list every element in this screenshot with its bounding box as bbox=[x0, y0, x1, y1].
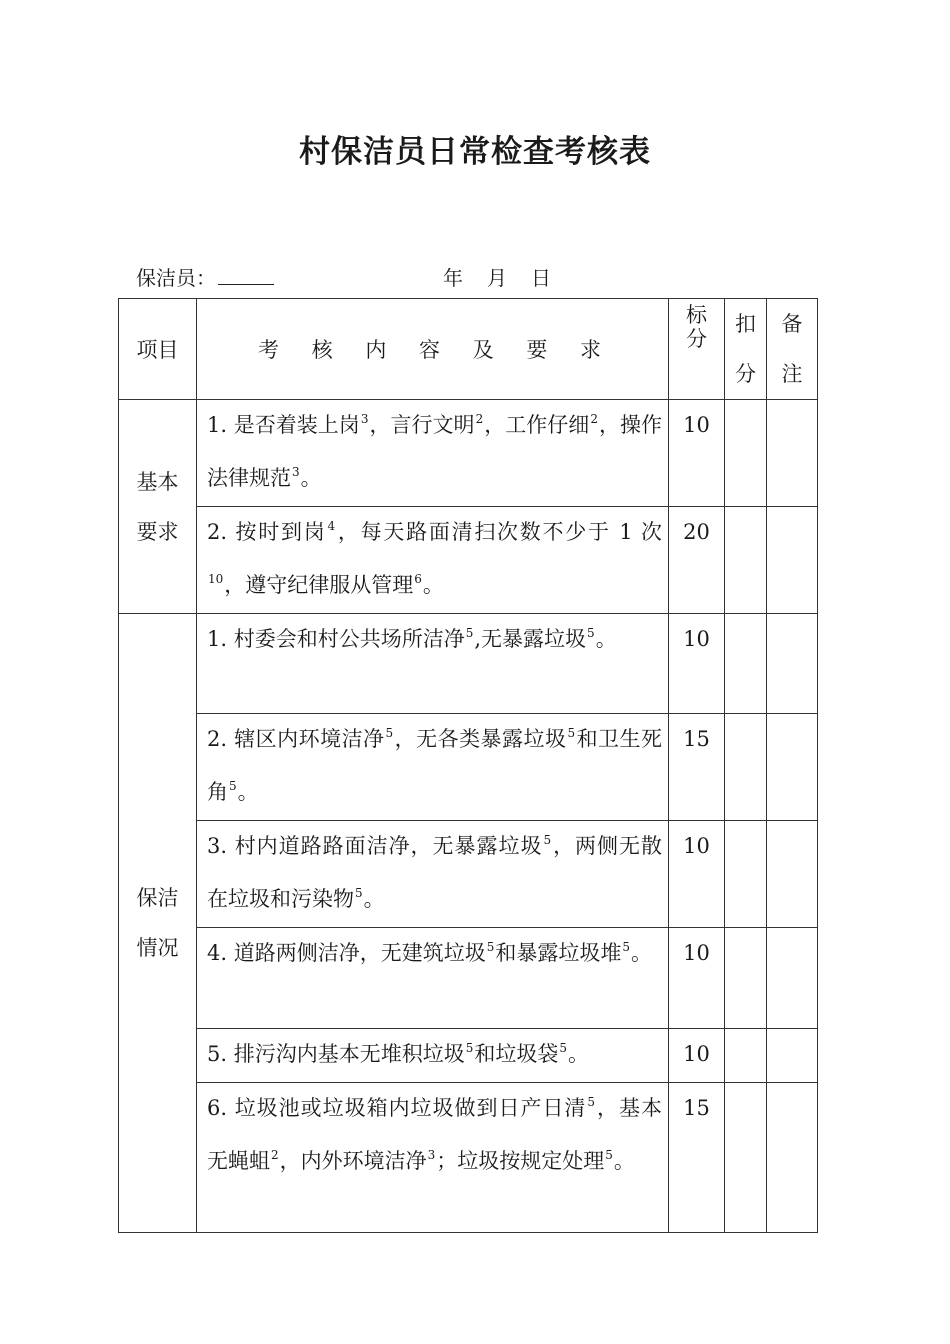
requirement-segment: 。 bbox=[595, 627, 617, 651]
point-superscript: 5 bbox=[622, 940, 630, 954]
deduct-cell[interactable] bbox=[725, 928, 767, 1029]
requirement-segment: 2. 辖区内环境洁净 bbox=[207, 727, 385, 751]
category-line1: 保洁 bbox=[136, 886, 179, 910]
point-superscript: 5 bbox=[567, 726, 576, 740]
note-cell[interactable] bbox=[767, 400, 818, 507]
point-superscript: 5 bbox=[559, 1041, 567, 1055]
requirement-segment: 。 bbox=[300, 466, 322, 490]
category-line1: 基本 bbox=[136, 469, 179, 494]
requirement-segment: ，无各类暴露垃圾 bbox=[394, 727, 567, 751]
note-cell[interactable] bbox=[767, 821, 818, 928]
requirement-segment: ，两侧无散在垃圾和污染物 bbox=[207, 834, 663, 911]
requirement-text bbox=[197, 928, 669, 1029]
requirement-segment: ,无暴露垃圾 bbox=[474, 627, 587, 651]
point-superscript: 5 bbox=[355, 886, 363, 900]
deduct-cell[interactable] bbox=[725, 1029, 767, 1083]
note-cell[interactable] bbox=[767, 1029, 818, 1083]
col-header-category: 项目 bbox=[119, 299, 197, 400]
note-header-line2: 注 bbox=[781, 362, 803, 386]
point-superscript: 5 bbox=[465, 626, 474, 640]
date-month: 月 bbox=[487, 266, 507, 290]
table-row bbox=[119, 1083, 818, 1233]
deduct-cell[interactable] bbox=[725, 821, 767, 928]
point-superscript: 3 bbox=[292, 465, 300, 479]
date-field bbox=[443, 262, 551, 291]
score-cell: 10 bbox=[669, 928, 725, 1029]
deduct-header-line2: 分 bbox=[735, 362, 756, 386]
note-cell[interactable] bbox=[767, 614, 818, 714]
col-header-note bbox=[767, 299, 818, 400]
date-year: 年 bbox=[443, 266, 463, 290]
requirement-segment: ，操作法律规范 bbox=[207, 413, 663, 490]
table-row bbox=[119, 400, 818, 507]
score-cell: 10 bbox=[669, 614, 725, 714]
requirement-text bbox=[197, 1029, 669, 1083]
requirement-segment: 。 bbox=[363, 887, 385, 911]
deduct-cell[interactable] bbox=[725, 714, 767, 821]
point-superscript: 5 bbox=[587, 1095, 596, 1109]
table-row bbox=[119, 507, 818, 614]
category-cell bbox=[119, 400, 197, 614]
requirement-segment: 5. 排污沟内基本无堆积垃圾 bbox=[207, 1042, 465, 1066]
requirement-segment: 。 bbox=[568, 1042, 589, 1066]
point-superscript: 5 bbox=[465, 1041, 474, 1055]
date-day: 日 bbox=[531, 266, 551, 290]
category-cell bbox=[119, 614, 197, 1233]
requirement-segment: 3. 村内道路路面洁净，无暴露垃圾 bbox=[207, 834, 543, 858]
cleaner-field bbox=[136, 262, 274, 291]
point-superscript: 2 bbox=[590, 412, 598, 426]
requirement-text bbox=[197, 400, 669, 507]
requirement-segment: 和暴露垃圾堆 bbox=[495, 941, 622, 965]
requirement-segment: ，基本无蝇蛆 bbox=[207, 1096, 662, 1173]
point-superscript: 10 bbox=[208, 572, 224, 586]
requirement-segment: 6. 垃圾池或垃圾箱内垃圾做到日产日清 bbox=[207, 1096, 587, 1120]
table-row bbox=[119, 614, 818, 714]
note-header-line1: 备 bbox=[781, 312, 803, 336]
requirement-segment: ；垃圾按规定处理 bbox=[436, 1149, 605, 1173]
requirement-text bbox=[197, 1083, 669, 1233]
requirement-text bbox=[197, 507, 669, 614]
table-row bbox=[119, 1029, 818, 1083]
note-cell[interactable] bbox=[767, 714, 818, 821]
score-cell: 10 bbox=[669, 400, 725, 507]
table-row bbox=[119, 714, 818, 821]
requirement-segment: ，工作仔细 bbox=[484, 413, 590, 437]
category-line2: 要求 bbox=[136, 519, 179, 544]
requirement-segment: ，言行文明 bbox=[369, 413, 475, 437]
point-superscript: 5 bbox=[486, 940, 495, 954]
point-superscript: 5 bbox=[605, 1148, 613, 1162]
col-header-content: 考 核 内 容 及 要 求 bbox=[197, 299, 669, 400]
col-header-deduct bbox=[725, 299, 767, 400]
requirement-segment: 和卫生死角 bbox=[207, 727, 663, 804]
requirement-segment: 1. 是否着装上岗 bbox=[207, 413, 360, 437]
point-superscript: 3 bbox=[427, 1148, 436, 1162]
point-superscript: 6 bbox=[414, 572, 422, 586]
requirement-segment: 。 bbox=[422, 573, 444, 597]
col-header-score bbox=[669, 299, 725, 400]
requirement-segment: 和垃圾袋 bbox=[474, 1042, 559, 1066]
requirement-segment: 1. 村委会和村公共场所洁净 bbox=[207, 627, 465, 651]
deduct-cell[interactable] bbox=[725, 507, 767, 614]
requirement-segment: 2. 按时到岗 bbox=[207, 520, 327, 544]
point-superscript: 5 bbox=[587, 626, 595, 640]
point-superscript: 5 bbox=[385, 726, 394, 740]
point-superscript: 5 bbox=[229, 779, 237, 793]
score-cell: 10 bbox=[669, 821, 725, 928]
score-cell: 15 bbox=[669, 714, 725, 821]
requirement-segment: 。 bbox=[237, 780, 259, 804]
deduct-header-line1: 扣 bbox=[735, 312, 756, 336]
assessment-table bbox=[118, 298, 818, 1233]
note-cell[interactable] bbox=[767, 507, 818, 614]
table-row bbox=[119, 821, 818, 928]
requirement-segment: ，每天路面清扫次数不少于 1 次 bbox=[336, 520, 662, 544]
requirement-segment: ，遵守纪律服从管理 bbox=[224, 573, 414, 597]
table-row bbox=[119, 928, 818, 1029]
point-superscript: 5 bbox=[543, 833, 552, 847]
score-cell: 10 bbox=[669, 1029, 725, 1083]
requirement-text bbox=[197, 614, 669, 714]
header-row bbox=[119, 299, 818, 400]
category-line2: 情况 bbox=[136, 936, 179, 960]
deduct-cell[interactable] bbox=[725, 400, 767, 507]
note-cell[interactable] bbox=[767, 1083, 818, 1233]
deduct-cell[interactable] bbox=[725, 1083, 767, 1233]
deduct-cell[interactable] bbox=[725, 614, 767, 714]
score-header-line1: 标 bbox=[686, 303, 707, 327]
note-cell[interactable] bbox=[767, 928, 818, 1029]
cleaner-blank[interactable] bbox=[218, 266, 274, 285]
requirement-segment: 。 bbox=[631, 941, 652, 965]
score-header-line2: 分 bbox=[686, 327, 707, 351]
point-superscript: 4 bbox=[327, 519, 336, 533]
requirement-segment: 。 bbox=[613, 1149, 635, 1173]
page-title: 村保洁员日常检查考核表 bbox=[299, 134, 651, 170]
score-cell: 20 bbox=[669, 507, 725, 614]
point-superscript: 2 bbox=[271, 1148, 279, 1162]
cleaner-label: 保洁员： bbox=[136, 266, 216, 290]
requirement-text bbox=[197, 821, 669, 928]
requirement-text bbox=[197, 714, 669, 821]
requirement-segment: 4. 道路两侧洁净，无建筑垃圾 bbox=[207, 941, 486, 965]
requirement-segment: ，内外环境洁净 bbox=[279, 1149, 427, 1173]
point-superscript: 2 bbox=[475, 412, 484, 426]
point-superscript: 3 bbox=[360, 412, 369, 426]
score-cell: 15 bbox=[669, 1083, 725, 1233]
